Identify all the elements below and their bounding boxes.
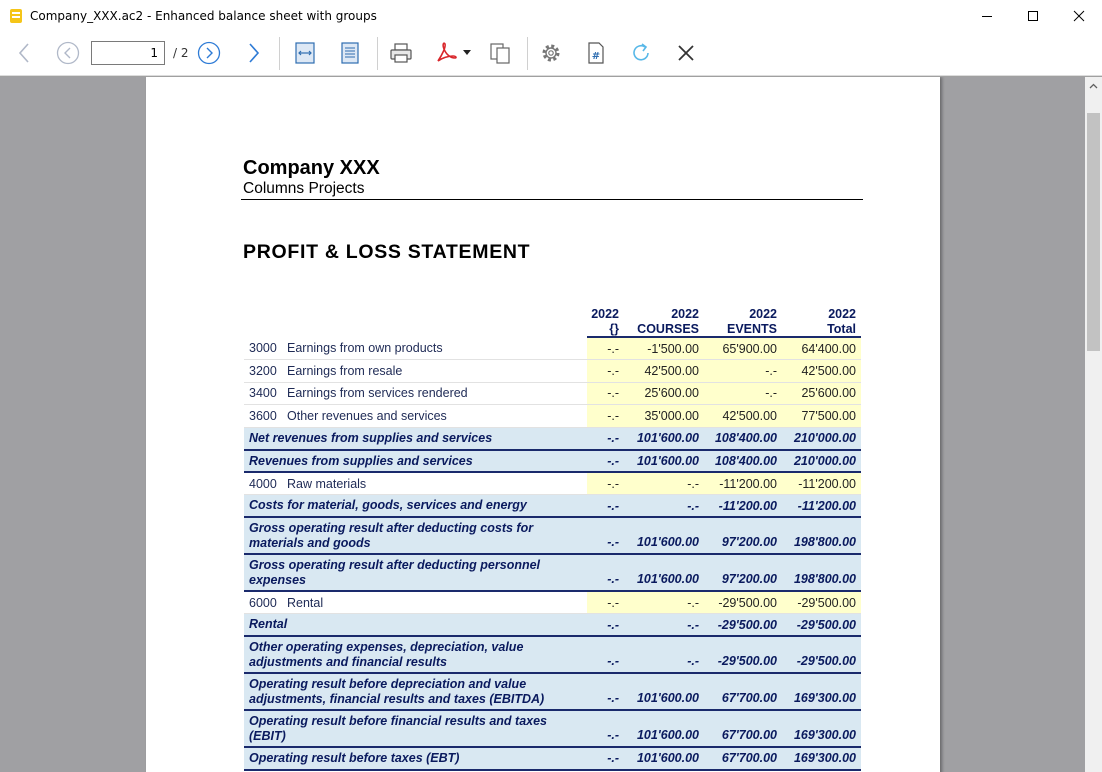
- amount-cell: 101'600.00: [624, 747, 704, 770]
- group-total-row: [244, 517, 861, 554]
- account-row: [244, 405, 861, 428]
- amount-cell: -29'500.00: [782, 614, 861, 637]
- row-label: [244, 360, 587, 383]
- amount-cell: -.-: [587, 517, 624, 554]
- account-code: 3600: [249, 408, 277, 423]
- account-code: 3200: [249, 363, 277, 378]
- amount-cell: -.-: [587, 495, 624, 518]
- amount-cell: -.-: [587, 472, 624, 495]
- row-label: Operating result before taxes (EBT): [244, 747, 587, 770]
- amount-cell: 101'600.00: [624, 427, 704, 450]
- app-icon: [8, 8, 24, 24]
- account-name: Rental: [287, 595, 324, 610]
- row-label: [244, 382, 587, 405]
- amount-cell: 65'900.00: [704, 337, 782, 360]
- amount-cell: -.-: [624, 591, 704, 614]
- print-button[interactable]: [387, 40, 415, 66]
- minimize-icon: [981, 10, 993, 22]
- account-name: Earnings from services rendered: [287, 386, 468, 401]
- report-title: PROFIT & LOSS STATEMENT: [243, 241, 531, 263]
- amount-cell: 42'500.00: [782, 360, 861, 383]
- copy-icon: [488, 41, 512, 65]
- document-viewer[interactable]: [0, 77, 1085, 772]
- amount-cell: -.-: [587, 747, 624, 770]
- group-total-row: [244, 450, 861, 473]
- title-bar: [0, 0, 1102, 31]
- amount-cell: -.-: [704, 382, 782, 405]
- amount-cell: -.-: [624, 636, 704, 673]
- amount-cell: 101'600.00: [624, 450, 704, 473]
- amount-cell: -11'200.00: [704, 472, 782, 495]
- next-page-button[interactable]: [196, 40, 222, 66]
- settings-button[interactable]: [537, 40, 565, 66]
- account-code: 6000: [249, 595, 277, 610]
- close-icon: [676, 43, 696, 63]
- chevron-left-icon: [17, 42, 31, 64]
- account-name: Other revenues and services: [287, 408, 447, 423]
- row-label: Operating result before financial results and taxes (EBIT): [244, 710, 587, 747]
- page-total-label: / 2: [173, 46, 189, 60]
- circle-chevron-right-icon: [197, 41, 221, 65]
- row-label: Net revenues from supplies and services: [244, 427, 587, 450]
- row-label: [244, 591, 587, 614]
- amount-cell: -.-: [587, 554, 624, 591]
- account-code: 4000: [249, 476, 277, 491]
- account-code: 3400: [249, 386, 277, 401]
- amount-cell: -.-: [587, 673, 624, 710]
- amount-cell: 198'800.00: [782, 517, 861, 554]
- amount-cell: -11'200.00: [704, 495, 782, 518]
- amount-cell: 198'800.00: [782, 554, 861, 591]
- window-controls: [964, 0, 1102, 31]
- row-label: Gross operating result after deducting personnel expenses: [244, 554, 587, 591]
- page-number-settings-button[interactable]: [582, 40, 610, 66]
- account-name: Earnings from own products: [287, 341, 443, 355]
- amount-cell: -.-: [624, 472, 704, 495]
- amount-cell: -.-: [587, 710, 624, 747]
- amount-cell: -.-: [704, 360, 782, 383]
- group-total-row: [244, 747, 861, 770]
- amount-cell: 108'400.00: [704, 450, 782, 473]
- amount-cell: 42'500.00: [704, 405, 782, 428]
- maximize-icon: [1027, 10, 1039, 22]
- account-code: 3000: [249, 341, 277, 355]
- dropdown-arrow-icon: [462, 49, 472, 57]
- amount-cell: -29'500.00: [782, 591, 861, 614]
- amount-cell: 210'000.00: [782, 450, 861, 473]
- hash-page-icon: [584, 41, 608, 65]
- fit-width-button[interactable]: [291, 40, 319, 66]
- amount-cell: 101'600.00: [624, 710, 704, 747]
- fit-page-button[interactable]: [336, 40, 364, 66]
- amount-cell: -.-: [587, 337, 624, 360]
- gear-icon: [539, 41, 563, 65]
- amount-cell: 169'300.00: [782, 710, 861, 747]
- amount-cell: 210'000.00: [782, 427, 861, 450]
- amount-cell: 101'600.00: [624, 517, 704, 554]
- row-label: Operating result before depreciation and value adjustments, financial results and taxes (EBITDA): [244, 673, 587, 710]
- account-row: [244, 337, 861, 360]
- amount-cell: 77'500.00: [782, 405, 861, 428]
- row-label: [244, 337, 587, 360]
- amount-cell: 169'300.00: [782, 673, 861, 710]
- row-label: [244, 405, 587, 428]
- row-label: Costs for material, goods, services and energy: [244, 495, 587, 518]
- amount-cell: 35'000.00: [624, 405, 704, 428]
- toolbar-separator: [377, 37, 378, 70]
- account-row: [244, 591, 861, 614]
- close-icon: [1073, 10, 1085, 22]
- amount-cell: 101'600.00: [624, 554, 704, 591]
- header-divider: [241, 199, 863, 200]
- toolbar-separator: [279, 37, 280, 70]
- pdf-icon: [434, 41, 458, 65]
- account-name: Earnings from resale: [287, 363, 403, 378]
- amount-cell: 25'600.00: [782, 382, 861, 405]
- amount-cell: 67'700.00: [704, 673, 782, 710]
- last-page-button[interactable]: [242, 40, 266, 66]
- amount-cell: -.-: [624, 614, 704, 637]
- account-row: [244, 360, 861, 383]
- amount-cell: -.-: [587, 450, 624, 473]
- group-total-row: [244, 495, 861, 518]
- header-account: [244, 306, 587, 337]
- amount-cell: -11'200.00: [782, 472, 861, 495]
- toolbar-separator: [527, 37, 528, 70]
- group-total-row: [244, 427, 861, 450]
- column-header: 2022 Total: [782, 306, 861, 337]
- amount-cell: 97'200.00: [704, 517, 782, 554]
- refresh-icon: [629, 41, 653, 65]
- amount-cell: -.-: [624, 495, 704, 518]
- amount-cell: 42'500.00: [624, 360, 704, 383]
- amount-cell: -1'500.00: [624, 337, 704, 360]
- previous-page-button[interactable]: [55, 40, 81, 66]
- profit-loss-table: [244, 306, 861, 771]
- circle-chevron-left-icon: [56, 41, 80, 65]
- amount-cell: -.-: [587, 591, 624, 614]
- amount-cell: 64'400.00: [782, 337, 861, 360]
- group-total-row: [244, 554, 861, 591]
- amount-cell: -.-: [587, 427, 624, 450]
- amount-cell: -.-: [587, 636, 624, 673]
- toolbar: [0, 31, 1102, 76]
- report-subtitle: Columns Projects: [243, 180, 365, 197]
- export-pdf-button[interactable]: [431, 40, 475, 66]
- account-row: [244, 472, 861, 495]
- amount-cell: 97'200.00: [704, 554, 782, 591]
- amount-cell: -29'500.00: [704, 591, 782, 614]
- account-row: [244, 382, 861, 405]
- amount-cell: -.-: [587, 360, 624, 383]
- group-total-row: [244, 614, 861, 637]
- close-window-button[interactable]: [1056, 0, 1102, 31]
- printer-icon: [389, 41, 413, 65]
- row-label: Gross operating result after deducting costs for materials and goods: [244, 517, 587, 554]
- amount-cell: 169'300.00: [782, 747, 861, 770]
- amount-cell: -.-: [587, 405, 624, 428]
- chevron-up-icon: [1089, 83, 1098, 89]
- group-total-row: [244, 710, 861, 747]
- group-total-row: [244, 673, 861, 710]
- amount-cell: -29'500.00: [782, 636, 861, 673]
- amount-cell: 67'700.00: [704, 747, 782, 770]
- amount-cell: -.-: [587, 614, 624, 637]
- amount-cell: -29'500.00: [704, 614, 782, 637]
- first-page-button[interactable]: [12, 40, 36, 66]
- table-body: [244, 337, 861, 770]
- row-label: Rental: [244, 614, 587, 637]
- amount-cell: -11'200.00: [782, 495, 861, 518]
- amount-cell: 25'600.00: [624, 382, 704, 405]
- table-header-row: [244, 306, 861, 337]
- vertical-scrollbar[interactable]: [1085, 77, 1102, 772]
- svg-text:#: #: [591, 51, 601, 62]
- row-label: Revenues from supplies and services: [244, 450, 587, 473]
- row-label: [244, 472, 587, 495]
- amount-cell: -29'500.00: [704, 636, 782, 673]
- column-header: 2022 COURSES: [624, 306, 704, 337]
- column-header: 2022 {}: [587, 306, 624, 337]
- window-title: Company_XXX.ac2 - Enhanced balance sheet with groups: [30, 8, 377, 23]
- report-page: [146, 77, 940, 772]
- scroll-up-button[interactable]: [1085, 77, 1102, 94]
- group-total-row: [244, 636, 861, 673]
- amount-cell: -.-: [587, 382, 624, 405]
- fit-width-icon: [293, 41, 317, 65]
- scrollbar-thumb[interactable]: [1087, 113, 1100, 351]
- amount-cell: 108'400.00: [704, 427, 782, 450]
- maximize-button[interactable]: [1010, 0, 1056, 31]
- account-name: Raw materials: [287, 476, 367, 491]
- close-preview-button[interactable]: [672, 40, 700, 66]
- page-number-input[interactable]: 1: [91, 41, 165, 65]
- fit-page-icon: [338, 41, 362, 65]
- refresh-button[interactable]: [627, 40, 655, 66]
- amount-cell: 101'600.00: [624, 673, 704, 710]
- column-header: 2022 EVENTS: [704, 306, 782, 337]
- company-name: Company XXX: [243, 157, 380, 179]
- minimize-button[interactable]: [964, 0, 1010, 31]
- chevron-right-icon: [247, 42, 261, 64]
- row-label: Other operating expenses, depreciation, value adjustments and financial results: [244, 636, 587, 673]
- copy-button[interactable]: [486, 40, 514, 66]
- amount-cell: 67'700.00: [704, 710, 782, 747]
